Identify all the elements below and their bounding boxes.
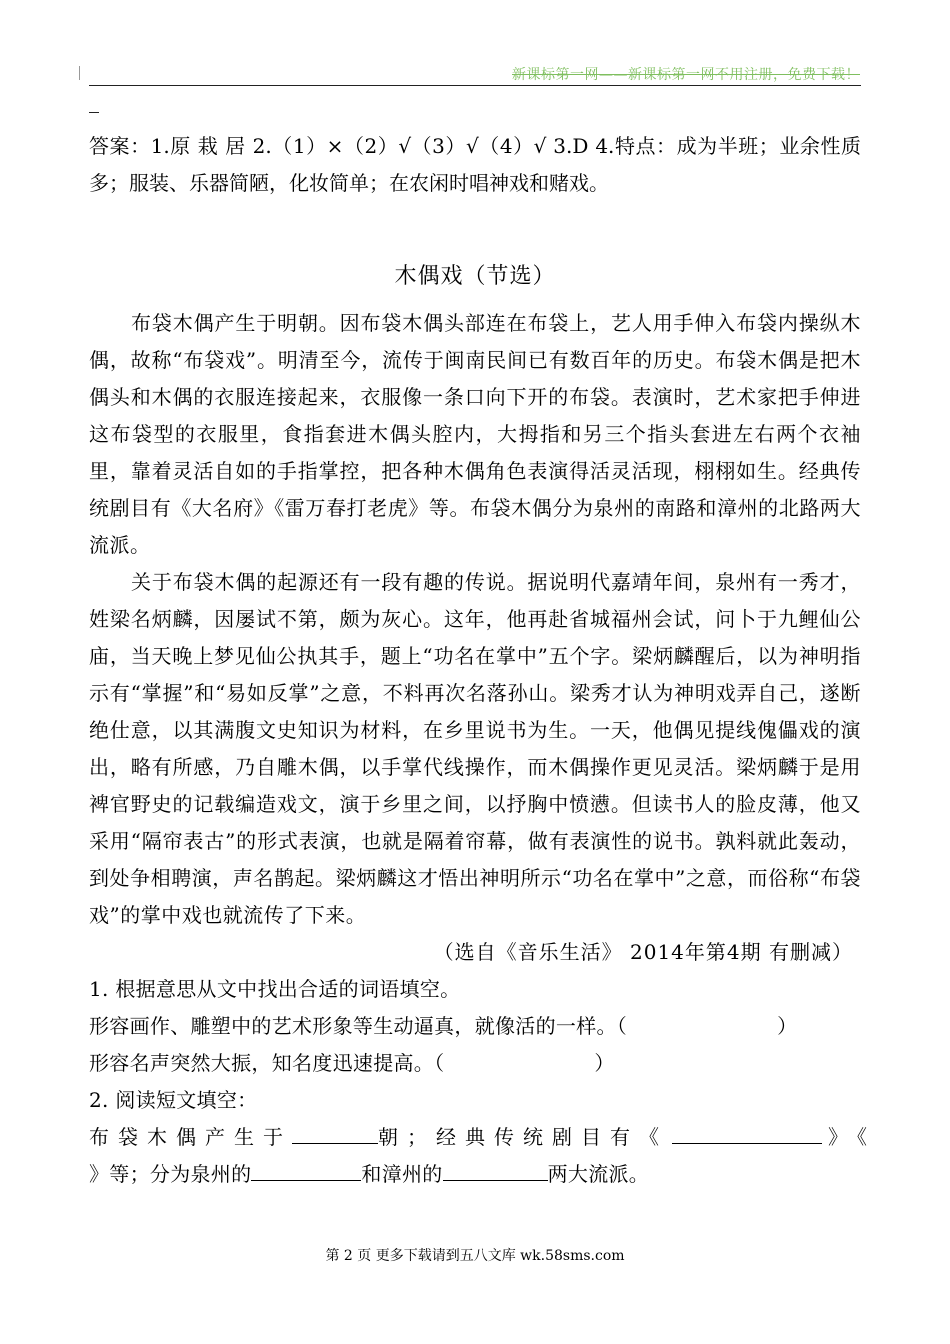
question-2-part-1: 布袋木偶产生于 — [89, 1125, 292, 1149]
document-body — [89, 128, 876, 1193]
blank-dynasty[interactable] — [292, 1121, 378, 1144]
header-tick — [79, 66, 80, 80]
question-2-line-1 — [89, 1119, 876, 1156]
question-1-item-b — [89, 1045, 861, 1082]
article-paragraph-1: 布袋木偶产生于明朝。因布袋木偶头部连在布袋上，艺人用手伸入布袋内操纵木偶，故称“布袋戏”。明清至今，流传于闽南民间已有数百年的历史。布袋木偶是把木偶头和木偶的衣服连接起来，衣服像一条口向下开的布袋。表演时，艺术家把手伸进这布袋型的衣服里，食指套进木偶头腔内，大拇指和另三个指头套进左右两个衣袖里，靠着灵活自如的手指掌控，把各种木偶角色表演得活灵活现，栩栩如生。经典传统剧目有《大名府》《雷万春打老虎》等。布袋木偶分为泉州的南路和漳州的北路两大流派。 — [89, 311, 861, 557]
blank-south-school[interactable] — [251, 1158, 361, 1181]
question-1-item-a-close: ） — [777, 1014, 798, 1038]
question-2-part-3: 》《 — [828, 1125, 876, 1149]
question-2-part-2: 朝；经典传统剧目有《 — [378, 1125, 668, 1149]
answer-text: 答案：1.原 栽 居 2.（1）×（2）√（3）√（4）√ 3.D 4.特点：成为半班；业余性质多；服装、乐器简陋，化妆简单；在农闲时唱神戏和赌戏。 — [89, 134, 861, 195]
header-site-text-label: 新课标第一网——新课标第一网不用注册，免费下载！ — [512, 67, 860, 83]
question-2-part-5: 和漳州的 — [361, 1162, 443, 1186]
question-1-item-b-close: ） — [594, 1051, 615, 1075]
question-1-title: 1. 根据意思从文中找出合适的词语填空。 — [89, 977, 461, 1001]
article-paragraph-2: 关于布袋木偶的起源还有一段有趣的传说。据说明代嘉靖年间，泉州有一秀才，姓梁名炳麟，因屡试不第，颇为灰心。这年，他再赴省城福州会试，问卜于九鲤仙公庙，当天晚上梦见仙公执其手，题上“功名在掌中”五个字。梁炳麟醒后，以为神明指示有“掌握”和“易如反掌”之意，不料再次名落孙山。梁秀才认为神明戏弄自己，遂断绝仕意，以其满腹文史知识为材料，在乡里说书为生。一天，他偶见提线傀儡戏的演出，略有所感，乃自雕木偶，以手掌代线操作，而木偶操作更见灵活。梁炳麟于是用裨官野史的记载编造戏文，演于乡里之间，以抒胸中愤懑。但读书人的脸皮薄，他又采用“隔帘表古”的形式表演，也就是隔着帘幕，做有表演性的说书。孰料就此轰动，到处争相聘演，声名鹊起。梁炳麟这才悟出神明所示“功名在掌中”之意，而俗称“布袋戏”的掌中戏也就流传了下来。 — [89, 570, 861, 927]
question-2-title: 2. 阅读短文填空： — [89, 1088, 258, 1112]
question-1-item-b-text: 形容名声突然大振，知名度迅速提高。（ — [89, 1051, 445, 1075]
blank-north-school[interactable] — [443, 1158, 548, 1181]
article-title: 木偶戏（节选） — [394, 264, 556, 289]
question-2-part-6: 两大流派。 — [547, 1162, 650, 1186]
article-source: （选自《音乐生活》 2014年第4期 有删减） — [433, 940, 853, 964]
question-1-item-a-text: 形容画作、雕塑中的艺术形象等生动逼真，就像活的一样。（ — [89, 1014, 628, 1038]
dash-mark — [89, 112, 99, 113]
question-2-line-2 — [89, 1156, 861, 1193]
header-site-text — [512, 64, 860, 84]
question-1-item-a — [89, 1008, 861, 1045]
question-2-part-4: 》等；分为泉州的 — [89, 1162, 252, 1186]
page-footer: 第 2 页 更多下载请到五八文库 wk.58sms.com — [325, 1248, 625, 1264]
header-rule — [89, 85, 861, 86]
blank-play-1[interactable] — [672, 1121, 822, 1144]
